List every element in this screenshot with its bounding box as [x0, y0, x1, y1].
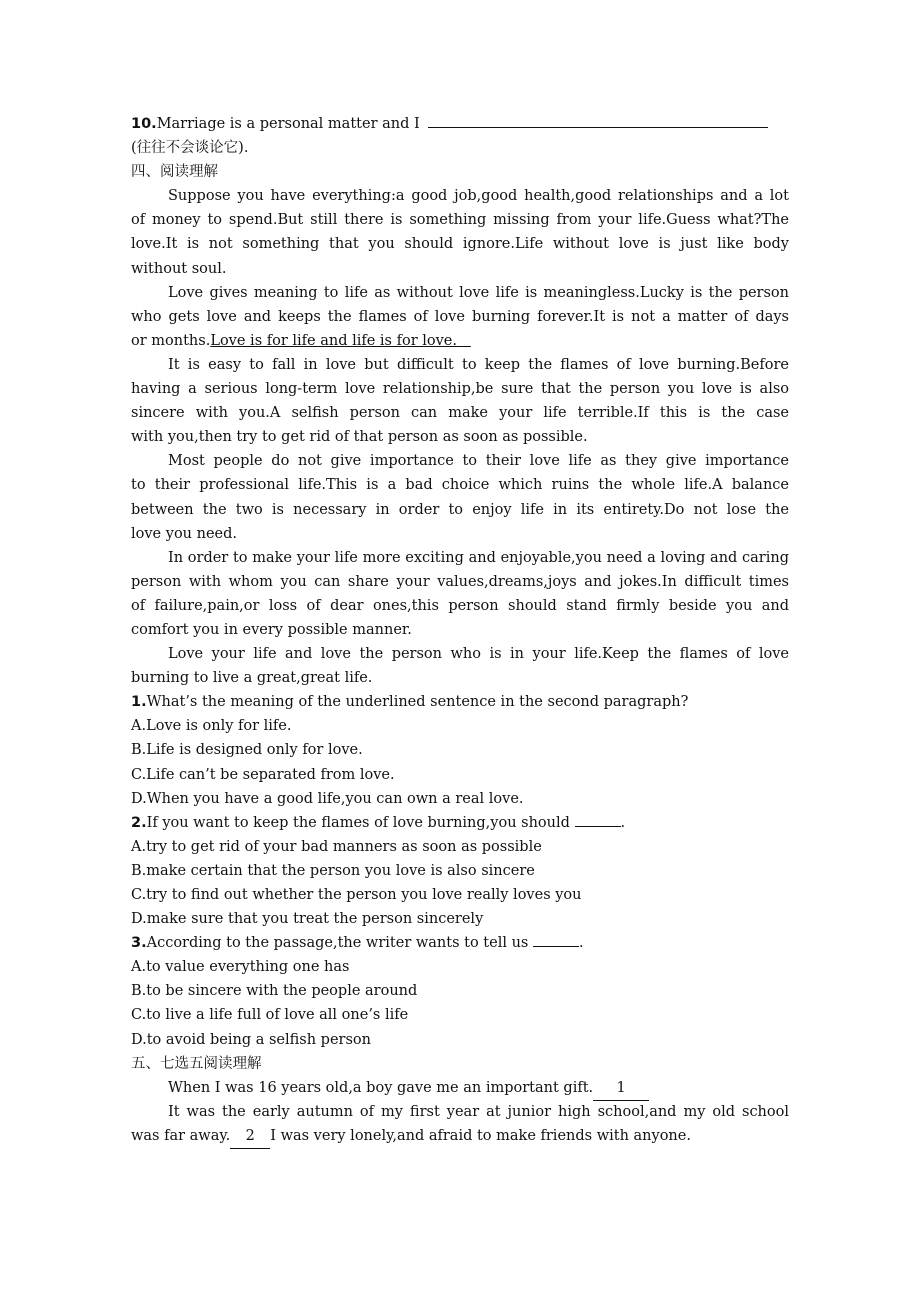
- passage-line: with you,then try to get rid of that person as soon as possible.: [131, 429, 588, 446]
- question-10: [131, 112, 789, 136]
- passage-line: without soul.: [131, 260, 227, 277]
- passage-line: In order to make your life more exciting and enjoyable,you need a loving and caring: [168, 549, 789, 566]
- question-1: [131, 690, 789, 810]
- passage-line: sincere with you.A selfish person can make your life terrible.If this is the case: [131, 405, 789, 422]
- option-d: D.to avoid being a selfish person: [131, 1031, 371, 1048]
- section-5-title: 五、七选五阅读理解: [131, 1055, 262, 1072]
- underlined-sentence: Love is for life and life is for love.: [210, 332, 457, 349]
- passage-line: Love your life and love the person who is in your life.Keep the flames of love: [168, 646, 789, 663]
- worksheet-page: [131, 112, 789, 1148]
- option-c: C.try to find out whether the person you love really loves you: [131, 887, 582, 903]
- option-b: B.Life is designed only for love.: [131, 742, 363, 759]
- answer-blank: [533, 946, 579, 947]
- option-c: C.Life can’t be separated from love.: [131, 766, 395, 783]
- passage-line: burning to live a great,great life.: [131, 670, 373, 687]
- passage-line: love you need.: [131, 525, 238, 542]
- passage-line: When I was 16 years old,a boy gave me an important gift. 1: [131, 1076, 789, 1100]
- option-a: A.try to get rid of your bad manners as soon as possible: [131, 838, 542, 855]
- passage-line: Suppose you have everything:a good job,good health,good relationships and a lot: [168, 188, 789, 205]
- passage-line: was far away. 2 I was very lonely,and afraid to make friends with anyone.: [131, 1124, 789, 1148]
- question-2: [131, 811, 789, 931]
- passage-line: having a serious long-term love relationship,be sure that the person you love is also: [131, 381, 789, 398]
- passage-line: love.It is not something that you should ignore.Life without love is just like body: [131, 236, 789, 253]
- question-stem: 2.If you want to keep the flames of love burning,you should .: [131, 814, 626, 831]
- passage-line: of failure,pain,or loss of dear ones,this person should stand firmly beside you and: [131, 597, 789, 614]
- passage-line: to their professional life.This is a bad choice which ruins the whole life.A balance: [131, 477, 789, 494]
- passage-line: between the two is necessary in order to enjoy life in its entirety.Do not lose the: [131, 501, 789, 518]
- option-a: A.to value everything one has: [131, 959, 350, 976]
- passage-line: of money to spend.But still there is something missing from your life.Guess what?The: [131, 212, 789, 229]
- reading-passage: [131, 184, 789, 690]
- option-c: C.to live a life full of love all one’s life: [131, 1007, 409, 1024]
- passage-line: It is easy to fall in love but difficult to keep the flames of love burning.Before: [168, 356, 789, 373]
- passage-line: person with whom you can share your values,dreams,joys and jokes.In difficult times: [131, 573, 789, 590]
- question-text: Marriage is a personal matter and I: [156, 116, 420, 132]
- passage-line: Most people do not give importance to their love life as they give importance: [168, 453, 789, 470]
- passage-line: comfort you in every possible manner.: [131, 621, 412, 638]
- option-a: A.Love is only for life.: [131, 718, 292, 735]
- question-number: 10.: [131, 116, 157, 132]
- option-d: D.make sure that you treat the person sincerely: [131, 911, 484, 928]
- question-10-hint: (往往不会谈论它).: [131, 140, 249, 157]
- answer-blank: [575, 826, 621, 827]
- passage-line: [131, 329, 789, 353]
- option-b: B.to be sincere with the people around: [131, 983, 418, 1000]
- answer-blank: [428, 113, 768, 128]
- question-stem: 1.What’s the meaning of the underlined sentence in the second paragraph?: [131, 694, 689, 711]
- blank-1: 1: [593, 1076, 649, 1101]
- passage-text: or months.: [131, 332, 211, 349]
- passage-line: who gets love and keeps the flames of love burning forever.It is not a matter of days: [131, 308, 789, 325]
- blank-2: 2: [230, 1124, 270, 1149]
- section-4-title: 四、阅读理解: [131, 164, 218, 181]
- option-b: B.make certain that the person you love is also sincere: [131, 862, 535, 879]
- passage-line: It was the early autumn of my first year at junior high school,and my old school: [168, 1103, 789, 1120]
- question-stem: 3.According to the passage,the writer wants to tell us .: [131, 935, 584, 952]
- question-3: [131, 931, 789, 1051]
- option-d: D.When you have a good life,you can own a real love.: [131, 790, 524, 807]
- passage-line: Love gives meaning to life as without love life is meaningless.Lucky is the person: [168, 284, 789, 301]
